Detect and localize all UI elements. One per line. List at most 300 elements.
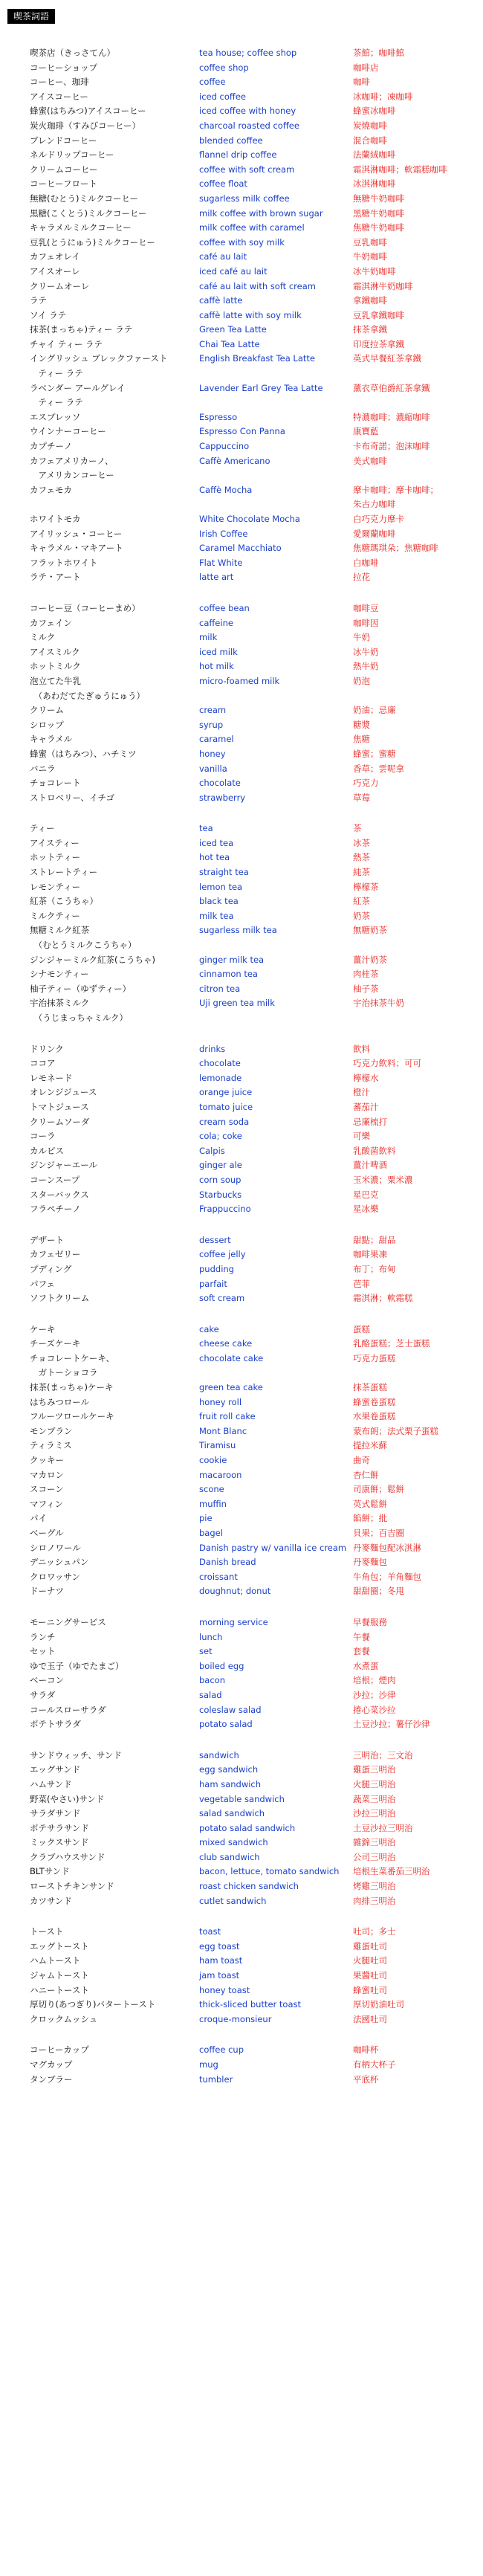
- english-term: salad sandwich: [199, 1808, 265, 1819]
- japanese-term: 炭火珈琲（すみびコーヒー）: [30, 120, 141, 131]
- japanese-term: クリームオーレ: [30, 280, 90, 291]
- chinese-term: 紅茶: [353, 896, 370, 907]
- vocab-row: [0, 1865, 483, 1879]
- japanese-term: エスプレッソ: [30, 411, 81, 422]
- japanese-term: キャラメルミルクコーヒー: [30, 222, 132, 233]
- japanese-term: マグカップ: [30, 2059, 73, 2070]
- chinese-term: 拿鐵咖啡: [353, 295, 387, 306]
- english-term: micro-foamed milk: [199, 675, 280, 686]
- japanese-term: チーズケーキ: [30, 1338, 81, 1349]
- chinese-term: 草莓: [353, 792, 370, 803]
- japanese-term: エッグサンド: [30, 1764, 81, 1775]
- english-term: ginger milk tea: [199, 954, 265, 965]
- english-term: bacon, lettuce, tomato sandwich: [199, 1866, 340, 1877]
- english-term: ham toast: [199, 1955, 243, 1966]
- english-term: sugarless milk tea: [199, 925, 277, 936]
- english-term: milk tea: [199, 910, 234, 921]
- japanese-term: ストレートティー: [30, 867, 98, 878]
- english-term: potato salad sandwich: [199, 1822, 296, 1833]
- english-term: cream: [199, 705, 227, 716]
- english-term: Green Tea Latte: [199, 324, 267, 335]
- japanese-term: 柚子ティー（ゆずティー）: [30, 983, 132, 994]
- english-term: vanilla: [199, 763, 227, 774]
- english-term: Mont Blanc: [199, 1425, 247, 1436]
- japanese-term: クリームソーダ: [30, 1116, 90, 1127]
- chinese-term: 平底杯: [353, 2073, 379, 2085]
- english-term: Chai Tea Latte: [199, 338, 260, 349]
- chinese-term: 司康餅；鬆餅: [353, 1484, 404, 1495]
- vocab-row: [0, 1424, 483, 1439]
- vocab-row: [0, 2012, 483, 2027]
- english-term: pie: [199, 1513, 213, 1524]
- english-term: strawberry: [199, 792, 246, 803]
- english-term: Frappuccino: [199, 1204, 251, 1215]
- vocab-row: [0, 1158, 483, 1173]
- vocab-row: [0, 1262, 483, 1277]
- english-term: muffin: [199, 1498, 227, 1509]
- english-term: soft cream: [199, 1293, 245, 1304]
- english-term: coffee with soy milk: [199, 236, 285, 248]
- vocab-row: [0, 1821, 483, 1836]
- english-term: Lavender Earl Grey Tea Latte: [199, 382, 323, 393]
- japanese-term: 野菜(やさい)サンド: [30, 1793, 105, 1804]
- japanese-term: バニラ: [30, 763, 56, 774]
- vocab-row: [0, 512, 483, 527]
- japanese-term: サラダサンド: [30, 1808, 81, 1819]
- vocab-row: [0, 821, 483, 836]
- chinese-term: 火腿吐司: [353, 1955, 387, 1966]
- english-term: jam toast: [199, 1970, 240, 1981]
- vocab-row: [0, 776, 483, 791]
- japanese-term: チョコレート: [30, 778, 81, 789]
- japanese-term: コーヒーフロート: [30, 178, 97, 190]
- vocab-row: [0, 1555, 483, 1570]
- english-term: English Breakfast Tea Latte: [199, 353, 315, 364]
- japanese-term: サラダ: [30, 1689, 56, 1700]
- vocab-group-meals: [0, 1615, 483, 1732]
- japanese-term: はちみつロール: [30, 1396, 90, 1407]
- japanese-term: 無糖(むとう)ミルクコーヒー: [30, 193, 139, 204]
- english-term: coffee bean: [199, 602, 250, 613]
- chinese-term: 霜淇淋；軟霜糕: [353, 1293, 413, 1304]
- vocab-row: [0, 1291, 483, 1306]
- chinese-term: 咖啡杯: [353, 2044, 379, 2056]
- chinese-term: 英式鬆餅: [353, 1498, 387, 1509]
- chinese-term: 雜錦三明治: [353, 1837, 396, 1848]
- chinese-term: 冰茶: [353, 837, 370, 848]
- japanese-term: ベーグル: [30, 1528, 64, 1538]
- japanese-term: カフェアメリカーノ、 アメリカンコーヒー: [30, 455, 114, 481]
- japanese-term: 紅茶（こうちゃ）: [30, 896, 98, 907]
- japanese-term: シナモンティー: [30, 969, 89, 980]
- vocab-row: [0, 659, 483, 674]
- japanese-term: ウインナーコーヒー: [30, 426, 106, 437]
- vocab-row: [0, 1323, 483, 1337]
- japanese-term: ベーコン: [30, 1675, 64, 1686]
- vocab-row: [0, 280, 483, 294]
- vocab-row: [0, 923, 483, 952]
- vocab-row: [0, 1925, 483, 1940]
- english-term: flannel drip coffee: [199, 149, 277, 161]
- vocab-row: [0, 352, 483, 381]
- chinese-term: 提拉米蘇: [353, 1440, 387, 1451]
- japanese-term: キャラメル・マキアート: [30, 543, 123, 554]
- chinese-term: 雞蛋三明治: [353, 1764, 396, 1775]
- english-term: Tiramisu: [199, 1440, 236, 1451]
- vocab-row: [0, 338, 483, 352]
- vocab-row: [0, 1188, 483, 1203]
- vocab-row: [0, 192, 483, 207]
- japanese-term: カフェオレイ: [30, 251, 80, 262]
- english-term: milk: [199, 632, 218, 643]
- english-term: tumbler: [199, 2073, 233, 2085]
- chinese-term: 宇治抹茶牛奶: [353, 998, 404, 1009]
- chinese-term: 霜淇淋咖啡；軟霜糕咖啡: [353, 164, 447, 175]
- english-term: drinks: [199, 1043, 226, 1054]
- chinese-term: 烤雞三明治: [353, 1881, 396, 1892]
- vocab-row: [0, 425, 483, 439]
- chinese-term: 布丁；布甸: [353, 1263, 396, 1274]
- japanese-term: フラペチーノ: [30, 1204, 81, 1215]
- chinese-term: 曲奇: [353, 1455, 370, 1466]
- vocab-row: [0, 1202, 483, 1217]
- english-term: cake: [199, 1323, 219, 1334]
- chinese-term: 玉米濃；粟米濃: [353, 1174, 413, 1185]
- english-term: salad: [199, 1689, 222, 1700]
- japanese-term: 蜂蜜（はちみつ）、ハチミツ: [30, 748, 137, 759]
- vocab-row: [0, 1381, 483, 1395]
- english-term: Caramel Macchiato: [199, 543, 282, 554]
- japanese-term: カフェイン: [30, 617, 72, 628]
- vocab-group-tableware: [0, 2043, 483, 2087]
- japanese-term: トマトジュース: [30, 1101, 89, 1112]
- chinese-term: 印度拉茶拿鐵: [353, 338, 404, 349]
- english-term: scone: [199, 1484, 224, 1495]
- english-term: potato salad: [199, 1719, 253, 1730]
- english-term: cookie: [199, 1455, 227, 1466]
- chinese-term: 咖啡: [353, 77, 370, 88]
- vocab-row: [0, 323, 483, 338]
- chinese-term: 焦糖牛奶咖啡: [353, 222, 404, 233]
- chinese-term: 熱牛奶: [353, 661, 379, 672]
- vocab-row: [0, 1644, 483, 1659]
- chinese-term: 熱茶: [353, 852, 370, 863]
- vocab-row: [0, 1497, 483, 1512]
- chinese-term: 特濃咖啡；濃縮咖啡: [353, 411, 430, 422]
- japanese-term: クリーム: [30, 705, 64, 716]
- vocab-row: [0, 1749, 483, 1763]
- chinese-term: 丹麥麵包: [353, 1557, 387, 1568]
- vocab-row: [0, 177, 483, 192]
- vocab-group-cakes: [0, 1323, 483, 1599]
- english-term: roast chicken sandwich: [199, 1881, 299, 1892]
- japanese-term: クラブハウスサンド: [30, 1851, 106, 1862]
- chinese-term: 奶泡: [353, 675, 370, 686]
- japanese-term: チョコレートケーキ、 ガトーショコラ: [30, 1352, 114, 1378]
- vocab-row: [0, 880, 483, 895]
- chinese-term: 柚子茶: [353, 983, 379, 994]
- vocab-row: [0, 410, 483, 425]
- english-term: club sandwich: [199, 1851, 260, 1862]
- vocab-row: [0, 1894, 483, 1909]
- japanese-term: ホットミルク: [30, 661, 81, 672]
- english-term: black tea: [199, 896, 239, 907]
- japanese-term: コーラ: [30, 1131, 56, 1142]
- japanese-term: アイスミルク: [30, 646, 80, 657]
- english-term: iced tea: [199, 837, 234, 848]
- japanese-term: コーヒー、珈琲: [30, 77, 89, 88]
- japanese-term: ラテ: [30, 295, 47, 306]
- japanese-term: 抹茶(まっちゃ)ケーキ: [30, 1382, 114, 1393]
- english-term: corn soup: [199, 1174, 242, 1185]
- japanese-term: デニッシュパン: [30, 1557, 89, 1568]
- vocab-row: [0, 1144, 483, 1159]
- japanese-term: アイリッシュ・コーヒー: [30, 528, 123, 539]
- chinese-term: 薑汁奶茶: [353, 954, 387, 965]
- vocab-row: [0, 309, 483, 323]
- japanese-term: ラテ・アート: [30, 572, 81, 583]
- chinese-term: 混合咖啡: [353, 135, 387, 146]
- english-term: Espresso: [199, 411, 238, 422]
- vocab-row: [0, 1630, 483, 1645]
- english-term: chocolate: [199, 1058, 241, 1069]
- japanese-term: トースト: [30, 1926, 64, 1937]
- chinese-term: 肉排三明治: [353, 1895, 396, 1906]
- vocab-row: [0, 996, 483, 1025]
- vocab-row: [0, 953, 483, 968]
- english-term: charcoal roasted coffee: [199, 120, 299, 131]
- chinese-term: 雞蛋吐司: [353, 1940, 387, 1952]
- vocab-row: [0, 1541, 483, 1556]
- chinese-term: 白巧克力摩卡: [353, 514, 404, 524]
- vocab-row: [0, 556, 483, 571]
- vocab-row: [0, 1247, 483, 1262]
- japanese-term: 蜂蜜(はちみつ)アイスコーヒー: [30, 106, 146, 117]
- japanese-term: 豆乳(とうにゅう)ミルクコーヒー: [30, 236, 155, 248]
- japanese-term: セット: [30, 1646, 56, 1657]
- vocab-group-tea: [0, 821, 483, 1025]
- vocab-row: [0, 1129, 483, 1144]
- english-term: cola; coke: [199, 1131, 242, 1142]
- chinese-term: 肉桂茶: [353, 969, 379, 980]
- chinese-term: 土豆沙拉；薯仔沙律: [353, 1719, 430, 1730]
- english-term: egg toast: [199, 1940, 240, 1952]
- english-term: doughnut; donut: [199, 1586, 271, 1597]
- chinese-term: 抹茶拿鐵: [353, 324, 387, 335]
- english-term: Flat White: [199, 557, 243, 568]
- english-term: macaroon: [199, 1469, 242, 1480]
- chinese-term: 咖啡店: [353, 62, 379, 73]
- vocab-row: [0, 674, 483, 703]
- vocab-row: [0, 163, 483, 178]
- japanese-term: ミルクティー: [30, 910, 80, 921]
- vocab-row: [0, 1807, 483, 1821]
- vocab-row: [0, 1836, 483, 1850]
- english-term: honey toast: [199, 1984, 250, 1995]
- vocab-row: [0, 762, 483, 777]
- chinese-term: 厚切奶油吐司: [353, 1999, 404, 2010]
- chinese-term: 公司三明治: [353, 1851, 396, 1862]
- chinese-term: 沙拉；沙律: [353, 1689, 396, 1700]
- english-term: fruit roll cake: [199, 1411, 256, 1422]
- vocab-row: [0, 1717, 483, 1732]
- japanese-term: フラットホワイト: [30, 557, 98, 568]
- chinese-term: 巧克力蛋糕: [353, 1352, 396, 1363]
- chinese-term: 沙拉三明治: [353, 1808, 396, 1819]
- chinese-term: 水果卷蛋糕: [353, 1411, 396, 1422]
- vocab-row: [0, 967, 483, 982]
- vocab-group-drinks: [0, 1042, 483, 1217]
- english-term: bagel: [199, 1528, 223, 1538]
- chinese-term: 蜂蜜；蜜糖: [353, 748, 396, 759]
- english-term: tea: [199, 823, 213, 834]
- english-term: Irish Coffee: [199, 528, 248, 539]
- chinese-term: 甜點；甜品: [353, 1234, 396, 1245]
- page-title: 喫茶詞語: [7, 9, 55, 24]
- vocab-row: [0, 836, 483, 851]
- japanese-term: フルーツロールケーキ: [30, 1411, 114, 1422]
- vocab-row: [0, 250, 483, 265]
- vocab-row: [0, 1954, 483, 1969]
- chinese-term: 芭菲: [353, 1278, 370, 1289]
- vocab-row: [0, 1071, 483, 1086]
- japanese-term: エッグトースト: [30, 1940, 89, 1952]
- vocab-row: [0, 570, 483, 585]
- vocabulary-list: [0, 46, 483, 2103]
- english-term: White Chocolate Mocha: [199, 514, 300, 524]
- english-term: orange juice: [199, 1087, 253, 1098]
- japanese-term: カルピス: [30, 1145, 64, 1156]
- english-term: cheese cake: [199, 1338, 253, 1349]
- japanese-term: ストロベリー、イチゴ: [30, 792, 115, 803]
- japanese-term: クッキー: [30, 1455, 64, 1466]
- japanese-term: マフィン: [30, 1498, 64, 1509]
- vocab-row: [0, 236, 483, 251]
- vocab-row: [0, 850, 483, 865]
- chinese-term: 法國吐司: [353, 2013, 387, 2024]
- vocab-group-toast: [0, 1925, 483, 2027]
- chinese-term: 乳酪蛋糕；芝士蛋糕: [353, 1338, 430, 1349]
- japanese-term: ミルク: [30, 632, 56, 643]
- japanese-term: パイ: [30, 1513, 47, 1524]
- vocab-row: [0, 134, 483, 149]
- vocab-row: [0, 104, 483, 119]
- japanese-term: ブレンドコーヒー: [30, 135, 97, 146]
- chinese-term: 杏仁餅: [353, 1469, 379, 1480]
- japanese-term: 抹茶(まっちゃ)ティー ラテ: [30, 324, 133, 335]
- vocab-row: [0, 894, 483, 909]
- japanese-term: ソイ ラテ: [30, 309, 67, 320]
- vocab-row: [0, 1173, 483, 1188]
- chinese-term: 火腿三明治: [353, 1778, 396, 1789]
- vocab-row: [0, 909, 483, 924]
- vocab-row: [0, 2073, 483, 2088]
- japanese-term: レモンティー: [30, 881, 81, 892]
- english-term: green tea cake: [199, 1382, 263, 1393]
- japanese-term: 宇治抹茶ミルク （うじまっちゃミルク）: [30, 998, 129, 1023]
- vocab-row: [0, 2058, 483, 2073]
- vocab-row: [0, 483, 483, 512]
- japanese-term: 喫茶店（きっさてん）: [30, 48, 115, 58]
- vocab-row: [0, 791, 483, 806]
- chinese-term: 無糖奶茶: [353, 925, 387, 936]
- english-term: vegetable sandwich: [199, 1793, 285, 1804]
- vocab-row: [0, 732, 483, 747]
- japanese-term: モンブラン: [30, 1425, 73, 1436]
- english-term: caffeine: [199, 617, 233, 628]
- japanese-term: アイスオーレ: [30, 265, 80, 277]
- vocab-row: [0, 630, 483, 645]
- english-term: caramel: [199, 734, 234, 745]
- japanese-term: 無糖ミルク紅茶 （むとうミルクこうちゃ）: [30, 925, 137, 951]
- japanese-term: タンブラー: [30, 2073, 73, 2085]
- japanese-term: ジャムトースト: [30, 1970, 89, 1981]
- japanese-term: プディング: [30, 1263, 72, 1274]
- chinese-term: 乳酸菌飲料: [353, 1145, 396, 1156]
- english-term: tea house; coffee shop: [199, 48, 297, 58]
- english-term: egg sandwich: [199, 1764, 259, 1775]
- english-term: morning service: [199, 1616, 268, 1627]
- japanese-term: キャラメル: [30, 734, 73, 745]
- japanese-term: 黒糖(こくとう)ミルクコーヒー: [30, 207, 147, 219]
- japanese-term: コーヒー豆（コーヒーまめ）: [30, 602, 140, 613]
- chinese-term: 蜂蜜冰咖啡: [353, 106, 396, 117]
- vocab-row: [0, 90, 483, 105]
- chinese-term: 純茶: [353, 867, 370, 878]
- vocab-row: [0, 1983, 483, 1998]
- vocab-row: [0, 601, 483, 616]
- vocab-row: [0, 747, 483, 762]
- japanese-term: コールスローサラダ: [30, 1704, 106, 1715]
- chinese-term: 冰淇淋咖啡: [353, 178, 396, 190]
- japanese-term: 泡立てた牛乳 （あわだてたぎゅうにゅう）: [30, 675, 146, 701]
- japanese-term: コーンスープ: [30, 1174, 80, 1185]
- english-term: chocolate cake: [199, 1352, 264, 1363]
- chinese-term: 奶油；忌廉: [353, 705, 396, 716]
- chinese-term: 茶館；咖啡館: [353, 48, 404, 58]
- japanese-term: サンドウィッチ、サンド: [30, 1749, 122, 1760]
- japanese-term: ホワイトモカ: [30, 514, 81, 524]
- chinese-term: 丹麥麵包配冰淇淋: [353, 1542, 421, 1553]
- english-term: ginger ale: [199, 1160, 242, 1171]
- english-term: coffee with soft cream: [199, 164, 295, 175]
- vocab-row: [0, 1763, 483, 1778]
- chinese-term: 咖啡因: [353, 617, 379, 628]
- japanese-term: スコーン: [30, 1484, 64, 1495]
- japanese-term: ドーナツ: [30, 1586, 64, 1597]
- vocab-row: [0, 1453, 483, 1468]
- chinese-term: 法蘭絨咖啡: [353, 149, 396, 161]
- english-term: lemon tea: [199, 881, 243, 892]
- chinese-term: 抹茶蛋糕: [353, 1382, 387, 1393]
- vocab-row: [0, 718, 483, 733]
- english-term: set: [199, 1646, 213, 1657]
- japanese-term: 厚切り(あつぎり)バタートースト: [30, 1999, 156, 2010]
- japanese-term: コーヒーショップ: [30, 62, 98, 73]
- vocab-row: [0, 1482, 483, 1497]
- japanese-term: カツサンド: [30, 1895, 72, 1906]
- english-term: cream soda: [199, 1116, 250, 1127]
- english-term: sugarless milk coffee: [199, 193, 290, 204]
- vocab-row: [0, 1615, 483, 1630]
- english-term: Calpis: [199, 1145, 225, 1156]
- english-term: coleslaw salad: [199, 1704, 262, 1715]
- english-term: latte art: [199, 572, 234, 583]
- japanese-term: ホットティー: [30, 852, 81, 863]
- english-term: milk coffee with caramel: [199, 222, 305, 233]
- vocab-row: [0, 1468, 483, 1483]
- chinese-term: 牛奶: [353, 632, 370, 643]
